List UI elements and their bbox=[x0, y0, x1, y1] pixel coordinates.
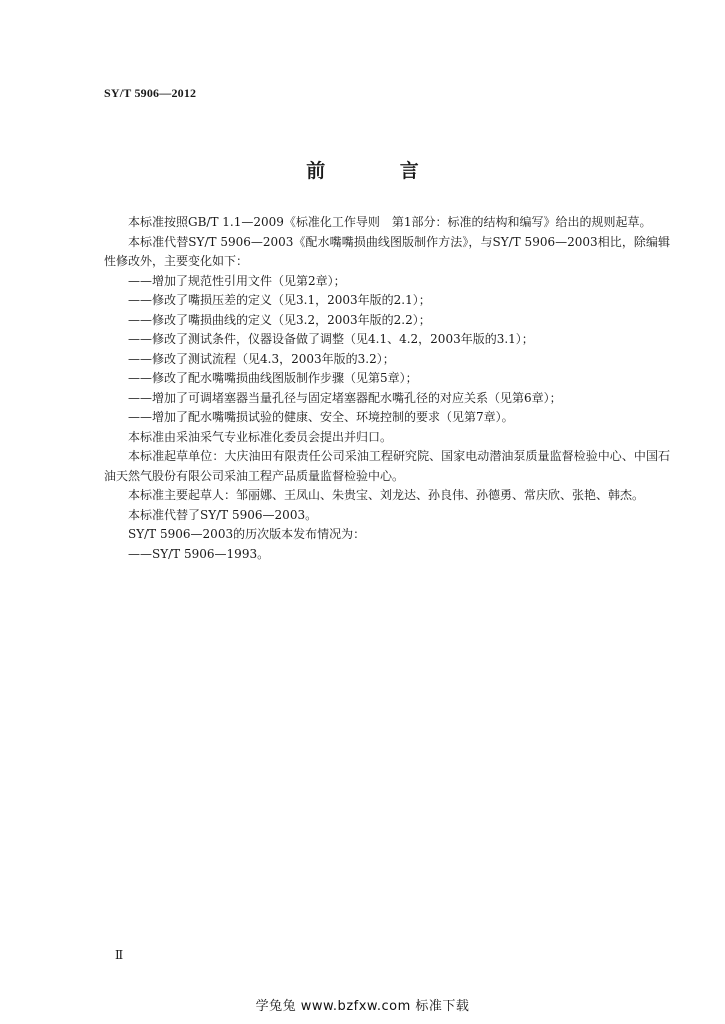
paragraph-proposer: 本标准由采油采气专业标准化委员会提出并归口。 bbox=[128, 429, 393, 444]
list-item: ——增加了规范性引用文件（见第2章）； bbox=[128, 273, 346, 288]
page-title: 前 言 bbox=[306, 160, 453, 182]
standard-code: SY/T 5906—2012 bbox=[104, 86, 197, 100]
history-list bbox=[104, 545, 670, 565]
footer-watermark-text: 学兔兔 www.bzfxw.com 标准下载 bbox=[255, 999, 470, 1014]
list-item: ——修改了测试条件，仪器设备做了调整（见4.1、4.2，2003年版的3.1）； bbox=[128, 332, 534, 346]
paragraph-drafting-units: 本标准起草单位：大庆油田有限责任公司采油工程研究院、国家电动潜油泵质量监督检验中心、中国石油天然气股份有限公司采油工程产品质量监督检验中心。 bbox=[104, 449, 670, 483]
list-item: ——修改了嘴损曲线的定义（见3.2，2003年版的2.2）； bbox=[128, 312, 431, 327]
list-item: ——增加了可调堵塞器当量孔径与固定堵塞器配水嘴孔径的对应关系（见第6章）； bbox=[128, 390, 562, 405]
paragraph-drafters: 本标准主要起草人：邹丽娜、王凤山、朱贵宝、刘龙达、孙良伟、孙德勇、常庆欣、张艳、韩杰。 bbox=[128, 488, 645, 502]
foreword-body bbox=[104, 213, 670, 564]
paragraph-replacement: 本标准代替SY/T 5906—2003《配水嘴嘴损曲线图版制作方法》，与SY/T 5906—2003相比，除编辑性修改外，主要变化如下： bbox=[104, 234, 670, 268]
changes-list bbox=[104, 272, 670, 428]
list-item: ——修改了配水嘴嘴损曲线图版制作步骤（见第5章）； bbox=[128, 371, 418, 385]
list-item: ——修改了测试流程（见4.3，2003年版的3.2）； bbox=[128, 351, 395, 366]
paragraph-supersedes: 本标准代替了SY/T 5906—2003。 bbox=[128, 507, 318, 522]
page-number: Ⅱ bbox=[115, 948, 124, 962]
paragraph-history-intro: SY/T 5906—2003的历次版本发布情况为： bbox=[128, 527, 366, 541]
paragraph-drafting-rules: 本标准按照GB/T 1.1—2009《标准化工作导则 第1部分：标准的结构和编写》给出的规则起草。 bbox=[128, 215, 652, 229]
list-item: ——SY/T 5906—1993。 bbox=[128, 546, 270, 561]
list-item: ——增加了配水嘴嘴损试验的健康、安全、环境控制的要求（见第7章）。 bbox=[128, 410, 514, 424]
list-item: ——修改了嘴损压差的定义（见3.1，2003年版的2.1）； bbox=[128, 293, 431, 307]
